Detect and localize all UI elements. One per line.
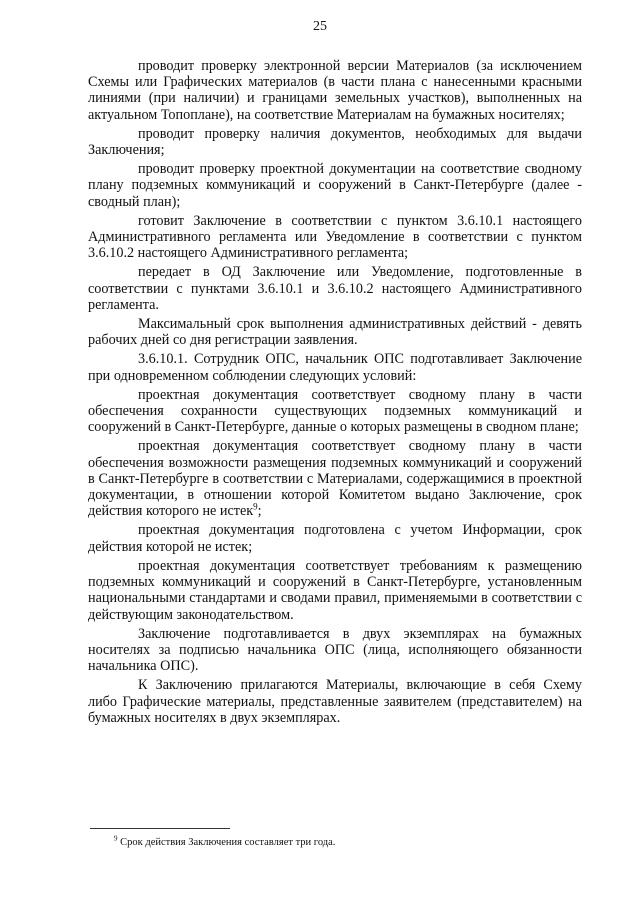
paragraph: Заключение подготавливается в двух экземплярах на бумажных носителях за подписью начальника ОПС (лица, исполняющего обязанности начальника ОПС). (88, 625, 582, 675)
paragraph: проектная документация соответствует требованиям к размещению подземных коммуникаций и сооружений в Санкт-Петербурге, установленным национальными стандартами и сводами правил, применяемыми в соответствии с действующим законодательством. (88, 557, 582, 623)
paragraph: проектная документация подготовлена с учетом Информации, срок действия которой не истек; (88, 522, 582, 555)
paragraph: 3.6.10.1. Сотрудник ОПС, начальник ОПС подготавливает Заключение при одновременном соблюдении следующих условий: (88, 351, 582, 384)
footnote (114, 836, 574, 849)
footnote-reference[interactable]: 9 (253, 501, 258, 512)
paragraph-punctuation: ; (257, 503, 262, 520)
paragraph: проводит проверку электронной версии Материалов (за исключением Схемы или Графических материалов (в части плана с нанесенными красными линиями (при наличии) и границами земельных участков), выполненных на актуальном Топоплане), на соответствие Материалам на бумажных носителях; (88, 58, 582, 123)
footnote-text: Срок действия Заключения составляет три года. (117, 837, 336, 848)
paragraph: проектная документация соответствует сводному плану в части обеспечения сохранности существующих подземных коммуникаций и сооружений в Санкт-Петербурге, данные о которых размещены в сводном плане; (88, 386, 582, 436)
paragraph-text: проектная документация соответствует сводному плану в части обеспечения возможности размещения подземных коммуникаций и сооружений в Санкт-Петербурге в соответствии с Материалами, содержащимися в проектной документации, в отношении которой Комитетом выдано Заключение, срок действия которого не истек (88, 438, 582, 520)
paragraph: проводит проверку проектной документации на соответствие сводному плану подземных коммуникаций и сооружений в Санкт-Петербурге (далее - сводный план); (88, 161, 582, 210)
body-text (88, 58, 582, 729)
paragraph: проводит проверку наличия документов, необходимых для выдачи Заключения; (88, 125, 582, 159)
paragraph: готовит Заключение в соответствии с пунктом 3.6.10.1 настоящего Административного регламента или Уведомление в соответствии с пунктом 3.6.10.2 настоящего Административного регламента; (88, 212, 582, 262)
paragraph: К Заключению прилагаются Материалы, включающие в себя Схему либо Графические материалы, представленные заявителем (представителем) на бумажных носителях в двух экземплярах. (88, 677, 582, 726)
page-number: 25 (313, 19, 327, 34)
paragraph: передает в ОД Заключение или Уведомление, подготовленные в соответствии с пунктами 3.6.10.1 и 3.6.10.2 настоящего Административного регламента. (88, 264, 582, 313)
paragraph: Максимальный срок выполнения административных действий - девять рабочих дней со дня регистрации заявления. (88, 316, 582, 349)
footnote-divider (90, 828, 230, 829)
paragraph-with-footnote (88, 438, 582, 519)
footnote-mark: 9 (114, 834, 118, 843)
